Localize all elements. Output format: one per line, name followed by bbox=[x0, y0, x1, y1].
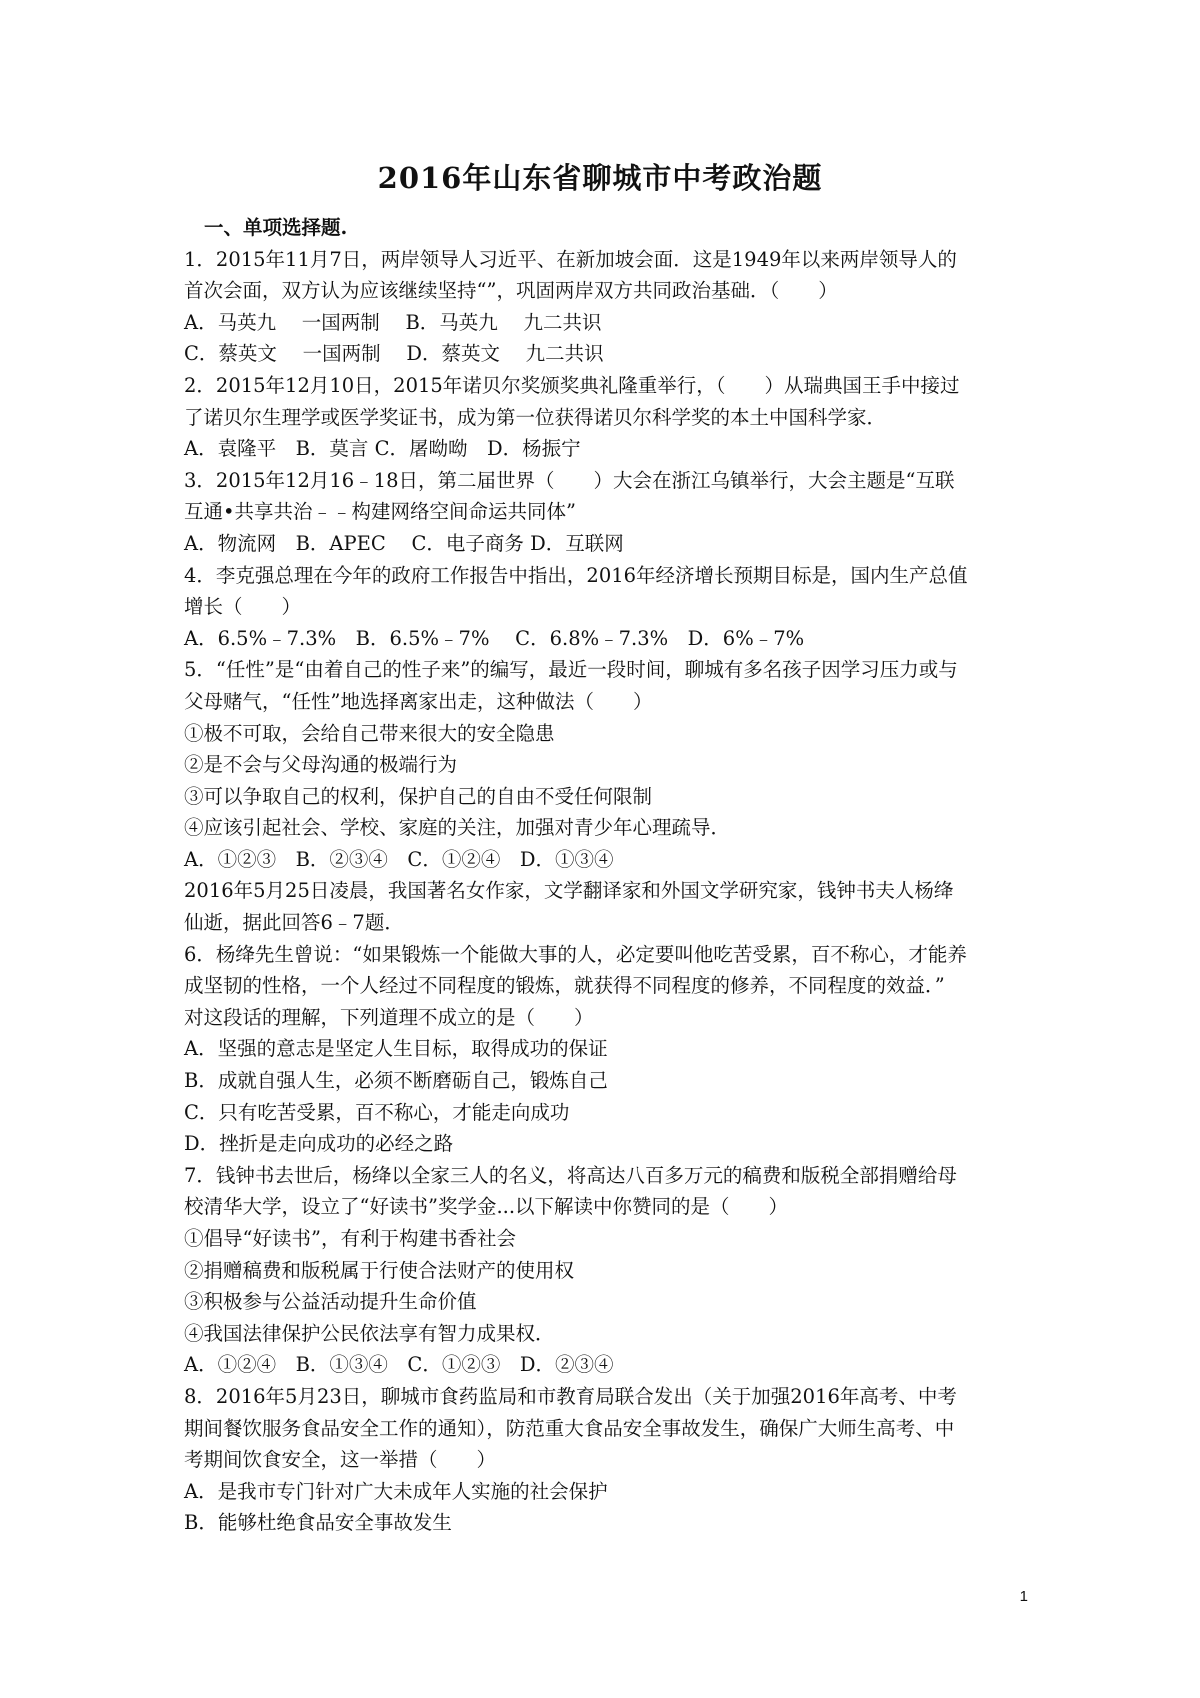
text-line: D．挫折是走向成功的必经之路 bbox=[184, 1132, 454, 1156]
text-line: B．成就自强人生，必须不断磨砺自己，锻炼自己 bbox=[184, 1069, 608, 1093]
text-line: A．马英九 一国两制 B．马英九 九二共识 bbox=[184, 310, 602, 334]
text-line: 5．“任性”是“由着自己的性子来”的编写，最近一段时间，聊城有多名孩子因学习压力或与 bbox=[184, 658, 958, 682]
text-line: 4．李克强总理在今年的政府工作报告中指出，2016年经济增长预期目标是，国内生产总值 bbox=[184, 563, 968, 587]
text-line: A．坚强的意志是坚定人生目标，取得成功的保证 bbox=[184, 1037, 608, 1061]
text-line: A．物流网 B．APEC C．电子商务 D．互联网 bbox=[184, 531, 624, 555]
text-line: ①倡导“好读书”，有利于构建书香社会 bbox=[184, 1227, 516, 1250]
text-line: A．6.5%﹣7.3% B．6.5%﹣7% C．6.8%﹣7.3% D．6%﹣7% bbox=[184, 626, 805, 650]
text-line: A．袁隆平 B．莫言 C．屠呦呦 D．杨振宁 bbox=[184, 437, 581, 461]
text-line: C．蔡英文 一国两制 D．蔡英文 九二共识 bbox=[184, 342, 604, 366]
text-line: A．①②③ B．②③④ C．①②④ D．①③④ bbox=[184, 847, 614, 871]
text-line: 对这段话的理解，下列道理不成立的是（ ） bbox=[184, 1005, 594, 1029]
text-line: 仙逝，据此回答6﹣7题． bbox=[184, 911, 404, 935]
text-line: A．①②④ B．①③④ C．①②③ D．②③④ bbox=[184, 1353, 614, 1377]
text-line: 了诺贝尔生理学或医学奖证书，成为第一位获得诺贝尔科学奖的本土中国科学家． bbox=[184, 405, 887, 429]
text-line: 互通•共享共治﹣﹣构建网络空间命运共同体” bbox=[184, 500, 576, 524]
text-line: 7．钱钟书去世后，杨绛以全家三人的名义，将高达八百多万元的稿费和版税全部捐赠给母 bbox=[184, 1163, 957, 1187]
question-lines bbox=[184, 244, 1034, 1539]
text-line: 3．2015年12月16﹣18日，第二届世界（ ）大会在浙江乌镇举行，大会主题是“互联 bbox=[184, 468, 955, 492]
text-line: 2．2015年12月10日，2015年诺贝尔奖颁奖典礼隆重举行，（ ）从瑞典国王手中接过 bbox=[184, 373, 960, 397]
text-line: ④我国法律保护公民依法享有智力成果权． bbox=[184, 1321, 555, 1345]
text-line: ②是不会与父母沟通的极端行为 bbox=[184, 753, 458, 777]
page-number: 1 bbox=[1019, 1588, 1028, 1605]
text-line: 校清华大学，设立了“好读书”奖学金...以下解读中你赞同的是（ ） bbox=[184, 1195, 789, 1219]
text-line: 期间餐饮服务食品安全工作的通知），防范重大食品安全事故发生，确保广大师生高考、中 bbox=[184, 1416, 955, 1440]
text-line: 6．杨绛先生曾说：“如果锻炼一个能做大事的人，必定要叫他吃苦受累，百不称心，才能养 bbox=[184, 942, 967, 966]
text-line: ②捐赠稿费和版税属于行使合法财产的使用权 bbox=[184, 1258, 575, 1282]
exam-content bbox=[184, 212, 1034, 1539]
text-line: 父母赌气，“任性”地选择离家出走，这种做法（ ） bbox=[184, 689, 653, 713]
text-line: ④应该引起社会、学校、家庭的关注，加强对青少年心理疏导． bbox=[184, 816, 731, 840]
text-line: 考期间饮食安全，这一举措（ ） bbox=[184, 1448, 497, 1472]
text-line: B．能够杜绝食品安全事故发生 bbox=[184, 1511, 452, 1535]
text-line: 1．2015年11月7日，两岸领导人习近平、在新加坡会面．这是1949年以来两岸领导人的 bbox=[184, 247, 957, 271]
text-line: ①极不可取，会给自己带来很大的安全隐患 bbox=[184, 721, 555, 745]
section-heading: 一、单项选择题. bbox=[204, 216, 348, 239]
page-title: 2016年山东省聊城市中考政治题 bbox=[377, 161, 823, 195]
text-line: 首次会面，双方认为应该继续坚持“”，巩固两岸双方共同政治基础．（ ） bbox=[184, 279, 838, 303]
text-line: ③积极参与公益活动提升生命价值 bbox=[184, 1290, 477, 1314]
text-line: 8．2016年5月23日，聊城市食药监局和市教育局联合发出（关于加强2016年高考、中考 bbox=[184, 1384, 957, 1408]
text-line: A．是我市专门针对广大未成年人实施的社会保护 bbox=[184, 1479, 608, 1503]
text-line: 成坚韧的性格，一个人经过不同程度的锻炼，就获得不同程度的修养，不同程度的效益．” bbox=[184, 974, 945, 998]
text-line: ③可以争取自己的权利，保护自己的自由不受任何限制 bbox=[184, 784, 653, 808]
text-line: 增长（ ） bbox=[184, 595, 302, 619]
text-line: 2016年5月25日凌晨，我国著名女作家，文学翻译家和外国文学研究家，钱钟书夫人杨绛 bbox=[184, 879, 954, 903]
text-line: C．只有吃苦受累，百不称心，才能走向成功 bbox=[184, 1100, 570, 1124]
